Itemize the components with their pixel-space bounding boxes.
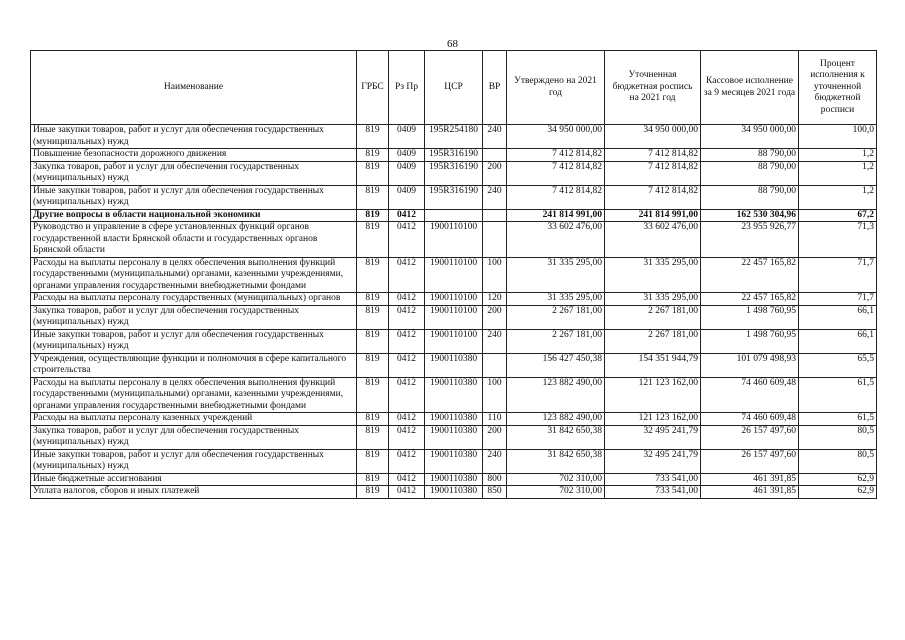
cell-cash: 1 498 760,95 [701, 329, 799, 353]
cell-vr: 240 [483, 329, 507, 353]
cell-rzpr: 0412 [389, 377, 425, 413]
header-vr: ВР [483, 51, 507, 125]
cell-csr: 195R254180 [425, 125, 483, 149]
cell-percent: 100,0 [799, 125, 877, 149]
cell-approved: 2 267 181,00 [507, 305, 605, 329]
cell-rzpr: 0409 [389, 161, 425, 185]
cell-approved: 2 267 181,00 [507, 329, 605, 353]
cell-csr: 1900110380 [425, 353, 483, 377]
cell-rzpr: 0412 [389, 425, 425, 449]
cell-grbs: 819 [357, 125, 389, 149]
cell-name: Закупка товаров, работ и услуг для обеспечения государственных (муниципальных) нужд [31, 161, 357, 185]
cell-grbs: 819 [357, 209, 389, 222]
table-body [31, 125, 877, 499]
header-cash: Кассовое исполнение за 9 месяцев 2021 года [701, 51, 799, 125]
cell-grbs: 819 [357, 222, 389, 258]
cell-name: Другие вопросы в области национальной экономики [31, 209, 357, 222]
cell-rzpr: 0412 [389, 257, 425, 293]
cell-rzpr: 0412 [389, 209, 425, 222]
cell-grbs: 819 [357, 185, 389, 209]
cell-refined: 33 602 476,00 [605, 222, 701, 258]
cell-vr: 200 [483, 161, 507, 185]
cell-grbs: 819 [357, 161, 389, 185]
cell-percent: 65,5 [799, 353, 877, 377]
cell-approved: 7 412 814,82 [507, 185, 605, 209]
cell-cash: 22 457 165,82 [701, 257, 799, 293]
cell-grbs: 819 [357, 413, 389, 426]
cell-refined: 31 335 295,00 [605, 257, 701, 293]
cell-percent: 71,7 [799, 257, 877, 293]
table-row [31, 222, 877, 258]
cell-csr: 1900110380 [425, 377, 483, 413]
cell-vr [483, 222, 507, 258]
cell-grbs: 819 [357, 329, 389, 353]
table-row [31, 305, 877, 329]
table-row [31, 161, 877, 185]
cell-name: Закупка товаров, работ и услуг для обеспечения государственных (муниципальных) нужд [31, 425, 357, 449]
cell-name: Расходы на выплаты персоналу в целях обеспечения выполнения функций государственными (муниципальными) органами, казенными учреждениями, органами управления государственными внебюджетными фондами [31, 377, 357, 413]
cell-cash: 22 457 165,82 [701, 293, 799, 306]
cell-refined: 7 412 814,82 [605, 149, 701, 162]
cell-csr [425, 209, 483, 222]
cell-refined: 7 412 814,82 [605, 185, 701, 209]
cell-rzpr: 0412 [389, 473, 425, 486]
cell-cash: 26 157 497,60 [701, 449, 799, 473]
cell-grbs: 819 [357, 353, 389, 377]
cell-grbs: 819 [357, 449, 389, 473]
table-row [31, 449, 877, 473]
cell-percent: 80,5 [799, 449, 877, 473]
cell-rzpr: 0412 [389, 305, 425, 329]
cell-csr: 1900110100 [425, 222, 483, 258]
cell-cash: 461 391,85 [701, 473, 799, 486]
cell-vr: 120 [483, 293, 507, 306]
header-rzpr: Рз Пр [389, 51, 425, 125]
cell-name: Иные бюджетные ассигнования [31, 473, 357, 486]
cell-rzpr: 0412 [389, 329, 425, 353]
cell-approved: 31 842 650,38 [507, 449, 605, 473]
cell-csr: 195R316190 [425, 185, 483, 209]
cell-rzpr: 0412 [389, 222, 425, 258]
table-row [31, 425, 877, 449]
cell-cash: 88 790,00 [701, 185, 799, 209]
cell-refined: 733 541,00 [605, 473, 701, 486]
cell-csr: 1900110380 [425, 413, 483, 426]
cell-percent: 1,2 [799, 149, 877, 162]
cell-rzpr: 0409 [389, 149, 425, 162]
cell-approved: 241 814 991,00 [507, 209, 605, 222]
cell-approved: 33 602 476,00 [507, 222, 605, 258]
cell-csr: 1900110380 [425, 473, 483, 486]
cell-csr: 1900110380 [425, 486, 483, 499]
cell-rzpr: 0412 [389, 486, 425, 499]
table-row [31, 486, 877, 499]
cell-grbs: 819 [357, 377, 389, 413]
header-row [31, 51, 877, 125]
header-percent: Процент исполнения к уточненной бюджетной росписи [799, 51, 877, 125]
table-row [31, 329, 877, 353]
cell-name: Уплата налогов, сборов и иных платежей [31, 486, 357, 499]
cell-percent: 80,5 [799, 425, 877, 449]
cell-vr: 200 [483, 305, 507, 329]
cell-approved: 123 882 490,00 [507, 377, 605, 413]
cell-grbs: 819 [357, 486, 389, 499]
cell-csr: 1900110100 [425, 329, 483, 353]
table-row [31, 185, 877, 209]
cell-name: Иные закупки товаров, работ и услуг для обеспечения государственных (муниципальных) нужд [31, 329, 357, 353]
cell-csr: 1900110100 [425, 293, 483, 306]
table-row [31, 149, 877, 162]
cell-approved: 34 950 000,00 [507, 125, 605, 149]
cell-refined: 31 335 295,00 [605, 293, 701, 306]
cell-csr: 195R316190 [425, 149, 483, 162]
cell-cash: 1 498 760,95 [701, 305, 799, 329]
cell-vr: 850 [483, 486, 507, 499]
table-row [31, 293, 877, 306]
cell-name: Учреждения, осуществляющие функции и полномочия в сфере капитального строительства [31, 353, 357, 377]
cell-name: Иные закупки товаров, работ и услуг для обеспечения государственных (муниципальных) нужд [31, 125, 357, 149]
cell-percent: 71,7 [799, 293, 877, 306]
header-refined: Уточненная бюджетная роспись на 2021 год [605, 51, 701, 125]
cell-rzpr: 0409 [389, 125, 425, 149]
cell-rzpr: 0412 [389, 413, 425, 426]
cell-percent: 1,2 [799, 185, 877, 209]
table-row [31, 257, 877, 293]
cell-approved: 702 310,00 [507, 473, 605, 486]
cell-vr: 240 [483, 185, 507, 209]
table-row [31, 377, 877, 413]
cell-name: Иные закупки товаров, работ и услуг для обеспечения государственных (муниципальных) нужд [31, 185, 357, 209]
cell-approved: 156 427 450,38 [507, 353, 605, 377]
header-grbs: ГРБС [357, 51, 389, 125]
cell-percent: 66,1 [799, 305, 877, 329]
cell-vr: 800 [483, 473, 507, 486]
cell-approved: 31 335 295,00 [507, 257, 605, 293]
cell-rzpr: 0412 [389, 353, 425, 377]
cell-refined: 121 123 162,00 [605, 413, 701, 426]
cell-refined: 32 495 241,79 [605, 449, 701, 473]
cell-csr: 1900110100 [425, 305, 483, 329]
header-approved: Утверждено на 2021 год [507, 51, 605, 125]
cell-cash: 88 790,00 [701, 161, 799, 185]
cell-percent: 66,1 [799, 329, 877, 353]
cell-approved: 7 412 814,82 [507, 161, 605, 185]
table-row [31, 413, 877, 426]
cell-approved: 7 412 814,82 [507, 149, 605, 162]
cell-refined: 2 267 181,00 [605, 329, 701, 353]
cell-vr [483, 209, 507, 222]
cell-cash: 74 460 609,48 [701, 377, 799, 413]
table-row [31, 473, 877, 486]
cell-vr: 240 [483, 449, 507, 473]
cell-percent: 71,3 [799, 222, 877, 258]
cell-cash: 101 079 498,93 [701, 353, 799, 377]
cell-name: Иные закупки товаров, работ и услуг для обеспечения государственных (муниципальных) нужд [31, 449, 357, 473]
cell-name: Повышение безопасности дорожного движения [31, 149, 357, 162]
cell-vr [483, 353, 507, 377]
cell-percent: 1,2 [799, 161, 877, 185]
cell-percent: 67,2 [799, 209, 877, 222]
budget-table [30, 50, 877, 499]
cell-grbs: 819 [357, 293, 389, 306]
cell-cash: 461 391,85 [701, 486, 799, 499]
table-row [31, 353, 877, 377]
cell-name: Расходы на выплаты персоналу казенных учреждений [31, 413, 357, 426]
cell-approved: 31 842 650,38 [507, 425, 605, 449]
page-number: 68 [447, 38, 458, 50]
header-csr: ЦСР [425, 51, 483, 125]
cell-refined: 154 351 944,79 [605, 353, 701, 377]
cell-approved: 123 882 490,00 [507, 413, 605, 426]
cell-refined: 34 950 000,00 [605, 125, 701, 149]
cell-cash: 74 460 609,48 [701, 413, 799, 426]
cell-grbs: 819 [357, 149, 389, 162]
cell-grbs: 819 [357, 305, 389, 329]
header-name: Наименование [31, 51, 357, 125]
cell-percent: 61,5 [799, 377, 877, 413]
cell-vr: 100 [483, 377, 507, 413]
cell-vr: 200 [483, 425, 507, 449]
cell-name: Расходы на выплаты персоналу государственных (муниципальных) органов [31, 293, 357, 306]
cell-refined: 733 541,00 [605, 486, 701, 499]
cell-csr: 1900110100 [425, 257, 483, 293]
cell-name: Расходы на выплаты персоналу в целях обеспечения выполнения функций государственными (муниципальными) органами, казенными учреждениями, органами управления государственными внебюджетными фондами [31, 257, 357, 293]
cell-csr: 195R316190 [425, 161, 483, 185]
cell-refined: 241 814 991,00 [605, 209, 701, 222]
cell-vr: 240 [483, 125, 507, 149]
cell-rzpr: 0412 [389, 449, 425, 473]
cell-vr: 100 [483, 257, 507, 293]
cell-rzpr: 0412 [389, 293, 425, 306]
cell-refined: 32 495 241,79 [605, 425, 701, 449]
cell-vr: 110 [483, 413, 507, 426]
cell-grbs: 819 [357, 425, 389, 449]
cell-refined: 7 412 814,82 [605, 161, 701, 185]
cell-percent: 62,9 [799, 486, 877, 499]
cell-grbs: 819 [357, 257, 389, 293]
table-row [31, 125, 877, 149]
cell-grbs: 819 [357, 473, 389, 486]
cell-cash: 34 950 000,00 [701, 125, 799, 149]
cell-name: Руководство и управление в сфере установленных функций органов государственной власти Брянской области и государственных органов Брянской области [31, 222, 357, 258]
cell-cash: 26 157 497,60 [701, 425, 799, 449]
cell-percent: 61,5 [799, 413, 877, 426]
cell-vr [483, 149, 507, 162]
table-row [31, 209, 877, 222]
cell-percent: 62,9 [799, 473, 877, 486]
cell-csr: 1900110380 [425, 425, 483, 449]
cell-csr: 1900110380 [425, 449, 483, 473]
cell-refined: 2 267 181,00 [605, 305, 701, 329]
cell-approved: 702 310,00 [507, 486, 605, 499]
cell-rzpr: 0409 [389, 185, 425, 209]
cell-cash: 88 790,00 [701, 149, 799, 162]
cell-approved: 31 335 295,00 [507, 293, 605, 306]
cell-refined: 121 123 162,00 [605, 377, 701, 413]
cell-cash: 23 955 926,77 [701, 222, 799, 258]
cell-cash: 162 530 304,96 [701, 209, 799, 222]
cell-name: Закупка товаров, работ и услуг для обеспечения государственных (муниципальных) нужд [31, 305, 357, 329]
